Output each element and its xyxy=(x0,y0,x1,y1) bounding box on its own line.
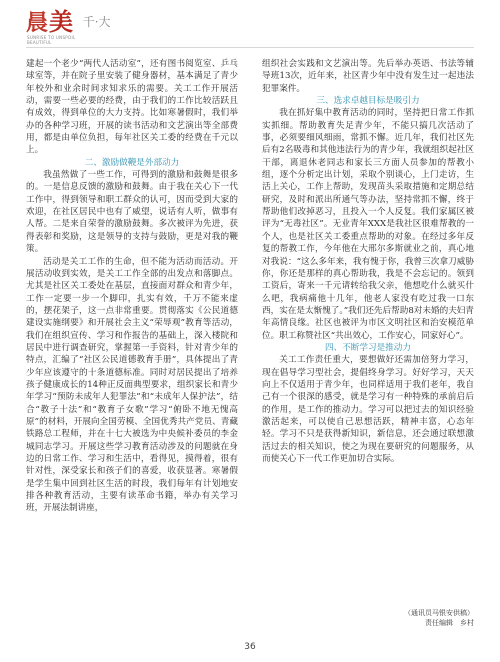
paragraph: 活动是关工工作的生命，但不能为活动而活动。开展活动收到实效，是关工工作全部的出发点和落脚点。尤其是社区关工委处在基层，直接面对群众和青少年，工作一定要一步一个脚印，扎实有效，千万不能来虚的，摆花架子，这一点非常重要。贯彻落实《公民道德建设实施纲要》和开展社会主义“荣辱观”教育等活动，我们在组织宣传、学习和作报告的基础上，深入楼院和居民中进行调查研究，掌握第一手资料，针对青少年的特点，汇编了“社区公民道德教育手册”，具体提出了青少年应该遵守的十条道德标准。同时对居民提出了培养孩子健康成长的14种正反面典型要求，组织家长和青少年学习“预防未成年人犯罪法”和“未成年人保护法”，结合“教子十法”和“教育子女歌”学习“俯卧不地无愧高原”的材料，开展向全国劳模、全国优秀共产党员、青藏铁路总工程师，并在十七大被选为中央候补委员的李金城同志学习。开展这些学习教育活动涉及的问题就在身边的日常工作、学习和生活中，看得见，摸得着，很有针对性，深受家长和孩子们的喜爱，收获显著。寒暑假是学生集中回到社区生活的时段，我们每年有计划地安排各种教育活动，主要有读革命书籍，举办有关学习班，开展法制讲座， xyxy=(26,256,238,514)
logo-subtitle-line1: SUNRISE TO UNSPOIL xyxy=(27,35,76,40)
logo-char-mei: 美 xyxy=(49,7,75,36)
paragraph: 组织社会实践和文艺演出等。先后举办英语、书法等辅导班13次，近年来，社区青少年中没有发生过一起违法犯罪案件。 xyxy=(262,59,474,94)
logo-char-chen: 晨 xyxy=(26,10,50,36)
paragraph: 建起一个老少“两代人活动室”，还有图书阅览室、乒乓球室等，并在院子里安装了健身器材，基本满足了青少年校外和业余时间求知求乐的需要。关工工作开展活动，需要一些必要的经费，由于我们的工作比较活跃且有成效，得到单位的大力支持。比如寒暑假时，我们举办的各种学习班，开展的读书活动和文艺演出等全部费用，都是由单位负担，每年社区关工委的经费在千元以上。 xyxy=(26,59,238,156)
logo-subtitle xyxy=(27,35,75,45)
editor-credit: 责任编辑 乡村 xyxy=(425,619,474,627)
logo-subtitle-line2: BEAUTIFUL xyxy=(27,40,52,45)
paragraph: 关工工作责任重大，要想做好还需加倍努力学习，现在倡导学习型社会，提倡终身学习。好好学习，天天向上不仅适用于青少年，也同样适用于我们老年，我自己有一个很深的感受，就是学习有一种特殊的承前启后的作用，是工作的推动力。学习可以把过去的知识经验激活起来，可以使自己思想活跃，精神丰富，心态年轻。学习不只是获得新知识，新信息，还会通过联想激活过去的相关知识，使之为现在要研究的问题服务，从而使关心下一代工作更加切合实际。 xyxy=(262,355,474,464)
logo-wordmark xyxy=(26,7,111,36)
page-header xyxy=(0,0,500,54)
article-credit xyxy=(378,608,474,628)
section-heading: 四、不断学习是推动力 xyxy=(325,342,411,353)
section-heading: 三、选求卓越目标是吸引力 xyxy=(316,96,420,107)
header-rule xyxy=(26,47,474,48)
logo-char-small: 千·大 xyxy=(82,15,111,29)
magazine-logo xyxy=(26,7,166,46)
paragraph: 我虽然做了一些工作，可得到的激励和鼓舞是很多的。一是信息反馈的激励和鼓舞。由于我在关心下一代工作中，得到领导和职工群众的认可，因而受到大家的欢迎，在社区居民中也有了威望，说话有人听，做事有人帮。二是来自荣誉的激励鼓舞。多次被评为先进，获得表彰和奖励，这是领导的支持与鼓励，更是对我的鞭策。 xyxy=(26,170,238,255)
paragraph: 我在抓好集中教育活动的同时，坚持把日常工作抓实抓细。帮助教育失足青少年，不能只搞几次活动了事，必须要细风细雨，常抓不懈。近几年，我们社区先后有2名吸毒和其他违法行为的青少年，我就组织起社区干部，离退休老同志和家长三方面人员参加的帮教小组，逐个分析定出计划，采取个别谈心，上门走访，生活上关心，工作上帮助，发现苗头采取措施和定期总结研究，及时和派出所通气等办法，坚持常抓不懈，终于帮助他们改掉恶习，且投入一个人反复。我们家属区被评为“无毒社区”。无业青年XXX是我社区很难帮教的一个人，也是社区关工委重点帮助的对象。在经过多年反复的帮教工作，今年他在大邢尔多斯就业之前，真心地对我说：“这么多年来，我有愧于你，我曾三次拿刀威胁你，你还是那样的真心帮助我，我是不会忘记的。领到工资后，寄来一千元请转给我父亲，他想吃什么就买什么吧，我病痛他十几年，他老人家没有吃过我一口东西，实在是太惭愧了。”我们还先后帮助8对未婚的夫妇青年高情良缘。社区也被评为市区文明社区和治安模范单位。职工称赞社区“共出效心，工作安心，同家好心”。 xyxy=(262,108,474,341)
section-heading: 二、激励做鞭是外部动力 xyxy=(84,157,180,168)
left-column xyxy=(26,58,238,515)
right-column xyxy=(262,58,474,465)
source-credit: （通讯员马银安供稿） xyxy=(404,609,474,617)
page-number: 36 xyxy=(244,642,256,652)
